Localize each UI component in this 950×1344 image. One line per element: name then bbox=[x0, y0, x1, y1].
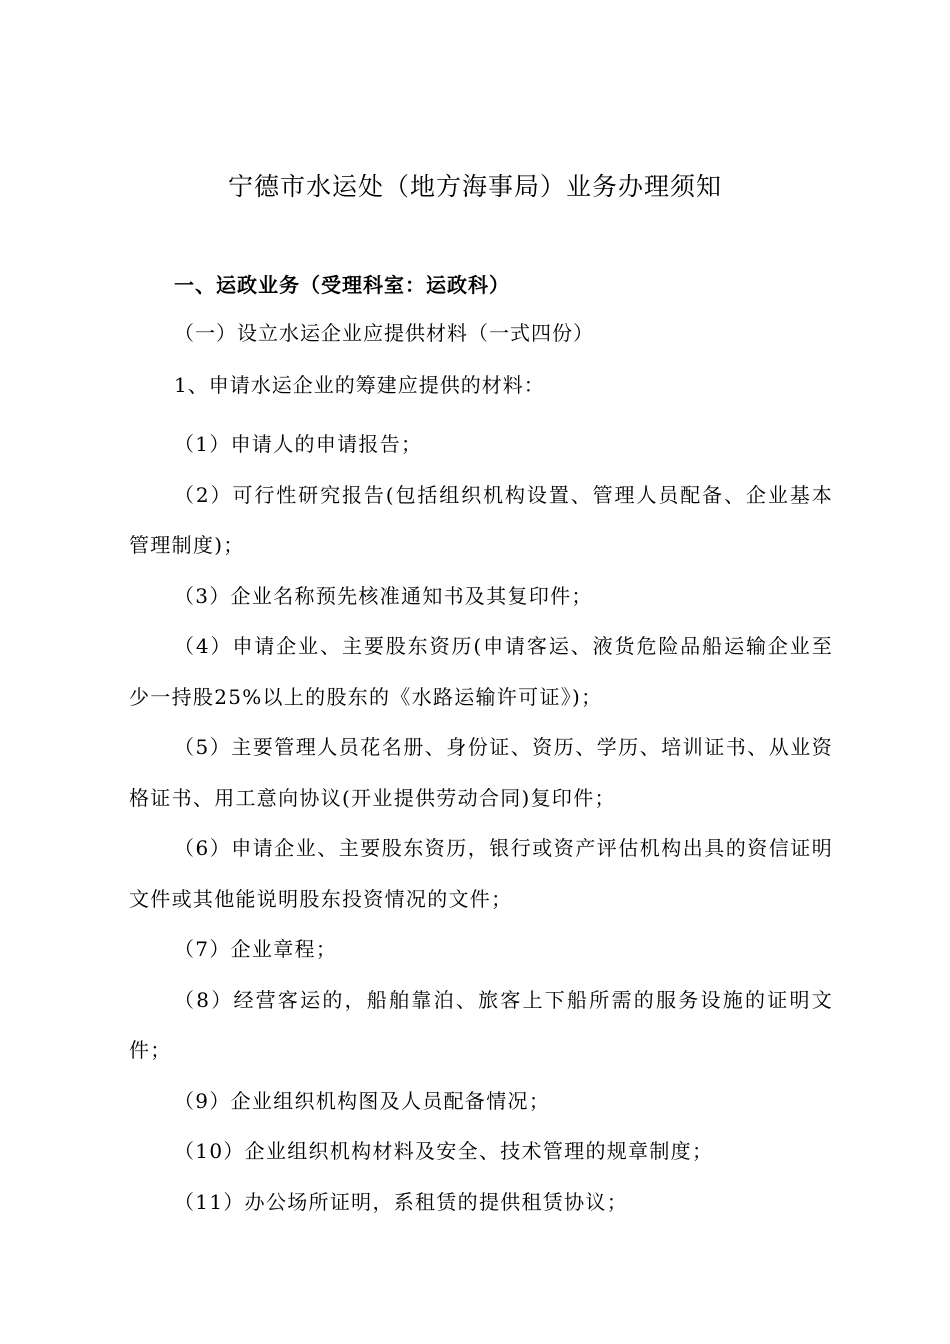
list-item: （5）主要管理人员花名册、身份证、资历、学历、培训证书、从业资格证书、用工意向协议(开业提供劳动合同)复印件； bbox=[129, 735, 833, 810]
list-item: （10）企业组织机构材料及安全、技术管理的规章制度； bbox=[174, 1139, 714, 1163]
list-heading: 1、申请水运企业的筹建应提供的材料： bbox=[174, 373, 545, 397]
list-item: （8）经营客运的，船舶靠泊、旅客上下船所需的服务设施的证明文件； bbox=[129, 987, 833, 1062]
requirements-list bbox=[129, 419, 833, 1227]
document-title: 宁德市水运处（地方海事局）业务办理须知 bbox=[227, 172, 722, 201]
list-item: （4）申请企业、主要股东资历(申请客运、液货危险品船运输企业至少一持股25%以上的股东的《水路运输许可证》)； bbox=[129, 634, 833, 709]
list-item: （11）办公场所证明，系租赁的提供租赁协议； bbox=[174, 1189, 629, 1214]
list-item: （1）申请人的申请报告； bbox=[174, 432, 423, 456]
list-item: （3）企业名称预先核准通知书及其复印件； bbox=[174, 583, 593, 608]
list-item: （6）申请企业、主要股东资历，银行或资产评估机构出具的资信证明文件或其他能说明股东投资情况的文件； bbox=[129, 836, 833, 911]
section-heading: 一、运政业务（受理科室：运政科） bbox=[174, 273, 510, 297]
sub-heading: （一）设立水运企业应提供材料（一式四份） bbox=[174, 321, 594, 345]
list-item: （7）企业章程； bbox=[174, 937, 338, 961]
list-item: （9）企业组织机构图及人员配备情况； bbox=[174, 1088, 551, 1113]
list-item: （2）可行性研究报告(包括组织机构设置、管理人员配备、企业基本管理制度)； bbox=[129, 482, 833, 557]
